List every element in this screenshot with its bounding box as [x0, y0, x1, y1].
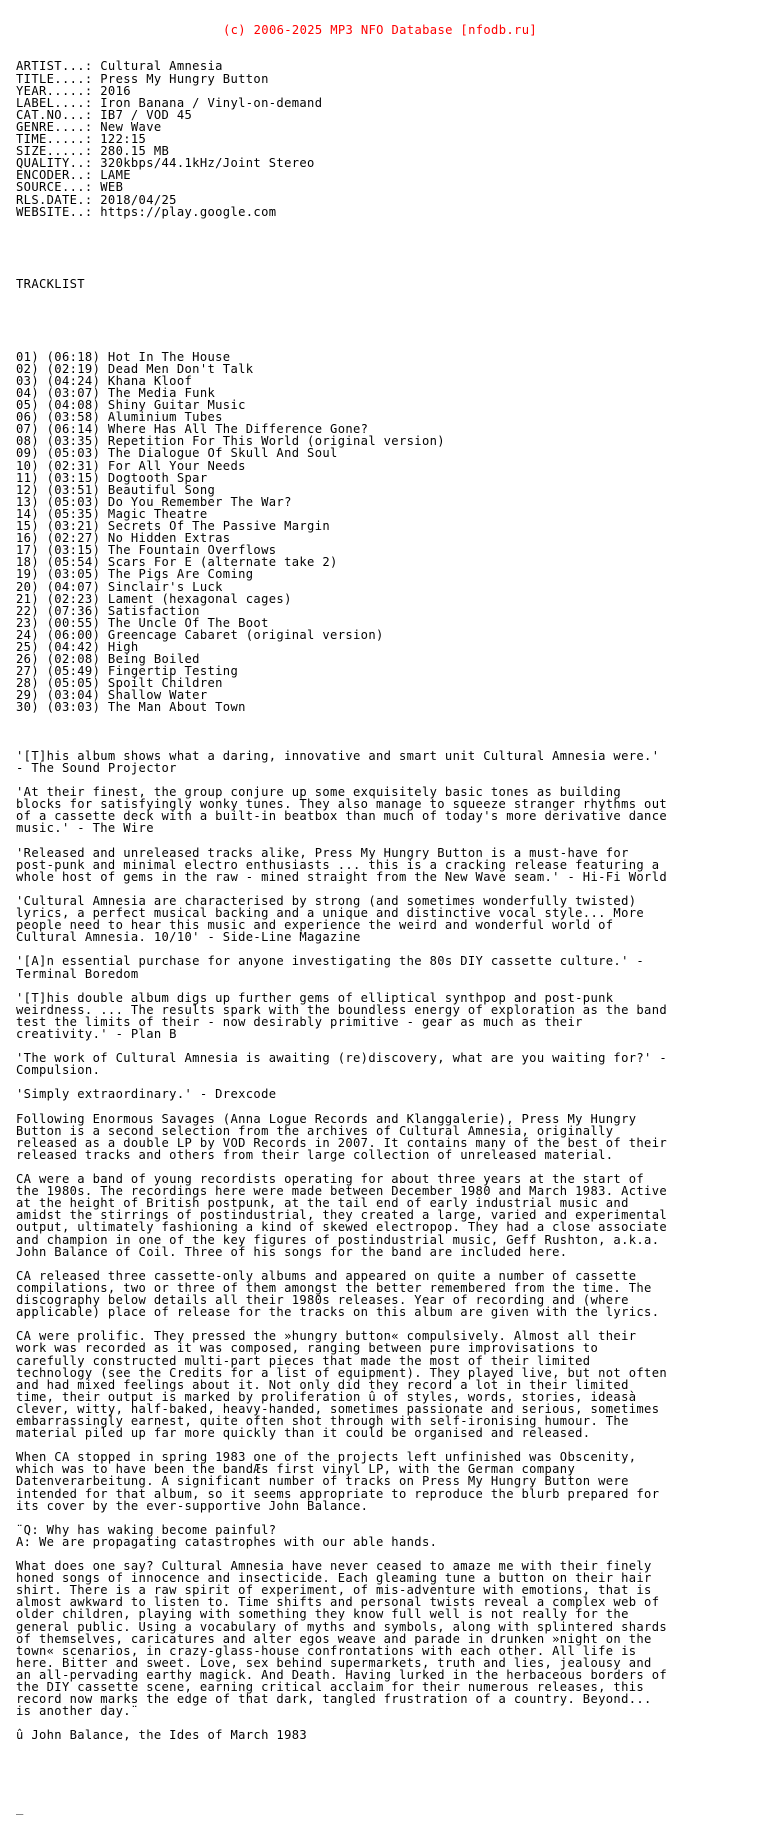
tracklist — [16, 351, 772, 714]
info-line: GENRE....: New Wave — [16, 119, 162, 134]
paragraph: What does one say? Cultural Amnesia have never ceased to amaze me with their finely honed songs of innocence and insecticide. Each gleaming tune a button on their hair shirt. There is a raw spirit of experiment, of mis-adventure with emotions, that is almost awkward to listen to. Time shifts and personal twists reveal a complex web of older children, playing with something they know full well is not really for the general public. Using a vocabulary of myths and symbols, along with splintered shards of themselves, caricatures and alter egos weave and parade in drunken »night on the town« scenarios, in crazy-glass-house confrontations with each other. All life is here. Bitter and sweet. Love, sex behind supermarkets, truth and lies, jealousy and an all-pervading earthy magick. And Death. Having lurked in the herbaceous borders of the DIY cassette scene, earning critical acclaim for their numerous releases, this record now marks the edge of that dark, tangled frustration of a country. Beyond... is another day.¨ — [16, 1559, 668, 1719]
paragraph: '[T]his album shows what a daring, innovative and smart unit Cultural Amnesia were.' - The Sound Projector — [16, 748, 660, 775]
paragraph: '[T]his double album digs up further gems of elliptical synthpop and post-punk weirdness. ... The results spark with the boundless energy of exploration as the band test the limits of their - now desirably primitive - gear as much as their creativity.' - Plan B — [16, 990, 668, 1041]
paragraph: 'Released and unreleased tracks alike, Press My Hungry Button is a must-have for post-punk and minimal electro enthusiasts ... this is a cracking release featuring a whole host of gems in the raw - mined straight from the New Wave seam.' - Hi-Fi World — [16, 845, 668, 884]
track-row: 23) (00:55) The Uncle Of The Boot — [16, 615, 269, 630]
track-row: 07) (06:14) Where Has All The Difference Gone? — [16, 422, 369, 437]
nfo-header: (c) 2006-2025 MP3 NFO Database [nfodb.ru] — [222, 23, 538, 38]
paragraph: When CA stopped in spring 1983 one of the projects left unfinished was Obscenity, which was to have been the bandÆs first vinyl LP, with the German company Datenverarbeitung. A significant number of tracks on Press My Hungry Button were intended for that album, so it seems appropriate to reproduce the blurb prepared for its cover by the ever-supportive John Balance. — [16, 1450, 660, 1513]
paragraph: 'The work of Cultural Amnesia is awaiting (re)discovery, what are you waiting for?' - Compulsion. — [16, 1051, 668, 1078]
track-row: 09) (05:03) The Dialogue Of Skull And Soul — [16, 446, 338, 461]
track-row: 11) (03:15) Dogtooth Spar — [16, 470, 208, 485]
track-row: 14) (05:35) Magic Theatre — [16, 506, 208, 521]
track-row: 15) (03:21) Secrets Of The Passive Margin — [16, 519, 331, 534]
paragraph: 'Cultural Amnesia are characterised by strong (and sometimes wonderfully twisted) lyrics, a perfect musical backing and a unique and distinctive vocal style... More people need to hear this music and experience the weird and wonderful world of Cultural Amnesia. 10/10' - Side-Line Magazine — [16, 893, 645, 945]
track-row: 08) (03:35) Repetition For This World (original version) — [16, 434, 445, 449]
track-row: 22) (07:36) Satisfaction — [16, 603, 200, 618]
paragraph: CA released three cassette-only albums and appeared on quite a number of cassette compilations, two or three of them amongst the better remembered from the time. The discography below details all their 1980s releases. Year of recording and (where applicable) place of release for the tracks on this album are given with the lyrics. — [16, 1268, 660, 1320]
paragraph: CA were a band of young recordists operating for about three years at the start of the 1980s. The recordings here were made between December 1980 and March 1983. Active at the height of British postpunk, at the tail end of early industrial music and amidst the stirrings of postindustrial, they created a large, varied and experimental output, ultimately fashioning a kind of skewed electropop. They had a close associate and champion in one of the key figures of postindustrial music, Geff Rushton, a.k.a. John Balance of Coil. Three of his songs for the band are included here. — [16, 1172, 668, 1259]
track-row: 03) (04:24) Khana Kloof — [16, 373, 193, 388]
track-row: 19) (03:05) The Pigs Are Coming — [16, 567, 254, 582]
paragraph: 'Simply extraordinary.' - Drexcode — [16, 1087, 277, 1102]
track-row: 02) (02:19) Dead Men Don't Talk — [16, 361, 254, 376]
paragraph: CA were prolific. They pressed the »hungry button« compulsively. Almost all their work was recorded as it was composed, ranging between pure improvisations to carefully constructed multi-part pieces that made the most of their limited technology (see the Credits for a list of equipment). They played live, but not often and had mixed feelings about it. Not only did they record a lot in their limited time, their output is marked by proliferation û of styles, words, stories, ideasà clever, witty, half-baked, heavy-handed, sometimes passionate and serious, sometimes embarrassingly earnest, quite often shot through with self-ironising humour. The material piled up far more quickly than it could be organised and released. — [16, 1329, 668, 1441]
info-line: SOURCE...: WEB — [16, 180, 124, 195]
track-row: 06) (03:58) Aluminium Tubes — [16, 410, 223, 425]
info-line: ARTIST...: Cultural Amnesia — [16, 59, 223, 74]
track-row: 30) (03:03) The Man About Town — [16, 700, 246, 715]
track-row: 20) (04:07) Sinclair's Luck — [16, 579, 223, 594]
track-row: 21) (02:23) Lament (hexagonal cages) — [16, 591, 292, 606]
release-info — [16, 60, 772, 217]
track-row: 29) (03:04) Shallow Water — [16, 688, 208, 703]
info-line: QUALITY..: 320kbps/44.1kHz/Joint Stereo — [16, 156, 315, 171]
track-row: 18) (05:54) Scars For E (alternate take 2) — [16, 555, 338, 570]
paragraph: û John Balance, the Ides of March 1983 — [16, 1728, 308, 1743]
paragraph: ¨Q: Why has waking become painful? A: We are propagating catastrophes with our able hands. — [16, 1522, 438, 1549]
paragraph: 'At their finest, the group conjure up some exquisitely basic tones as building blocks for satisfyingly wonky tunes. They also manage to squeeze stranger rhythms out of a cassette deck with a built-in beatbox than much of today's more derivative dance music.' - The Wire — [16, 785, 668, 836]
info-line: LABEL....: Iron Banana / Vinyl-on-demand — [16, 95, 323, 110]
nfo-document — [16, 0, 772, 1826]
track-row: 27) (05:49) Fingertip Testing — [16, 664, 239, 679]
info-line: CAT.NO...: IB7 / VOD 45 — [16, 107, 193, 122]
track-row: 13) (05:03) Do You Remember The War? — [16, 494, 292, 509]
track-row: 05) (04:08) Shiny Guitar Music — [16, 398, 246, 413]
track-row: 01) (06:18) Hot In The House — [16, 349, 231, 364]
track-row: 17) (03:15) The Fountain Overflows — [16, 543, 277, 558]
track-row: 10) (02:31) For All Your Needs — [16, 458, 246, 473]
trailer-mark: _ — [16, 1800, 24, 1815]
track-row: 26) (02:08) Being Boiled — [16, 652, 200, 667]
track-row: 04) (03:07) The Media Funk — [16, 386, 216, 400]
release-notes — [16, 738, 772, 1742]
info-line: YEAR.....: 2016 — [16, 83, 131, 98]
info-line: WEBSITE..: https://play.google.com — [16, 204, 277, 219]
info-line: TITLE....: Press My Hungry Button — [16, 71, 269, 86]
track-row: 28) (05:05) Spoilt Children — [16, 676, 223, 691]
tracklist-heading: TRACKLIST — [16, 277, 85, 292]
info-line: TIME.....: 122:15 — [16, 132, 147, 147]
track-row: 12) (03:51) Beautiful Song — [16, 482, 216, 497]
info-line: RLS.DATE.: 2018/04/25 — [16, 192, 177, 207]
paragraph: Following Enormous Savages (Anna Logue Records and Klanggalerie), Press My Hungry Button is a second selection from the archives of Cultural Amnesia, originally released as a double LP by VOD Records in 2007. It contains many of the best of their released tracks and others from their large collection of unreleased material. — [16, 1111, 668, 1162]
track-row: 16) (02:27) No Hidden Extras — [16, 531, 231, 546]
info-line: SIZE.....: 280.15 MB — [16, 144, 170, 159]
info-line: ENCODER..: LAME — [16, 168, 131, 183]
paragraph: '[A]n essential purchase for anyone investigating the 80s DIY cassette culture.' - Terminal Boredom — [16, 954, 645, 981]
track-row: 25) (04:42) High — [16, 639, 139, 654]
track-row: 24) (06:00) Greencage Cabaret (original version) — [16, 627, 384, 642]
